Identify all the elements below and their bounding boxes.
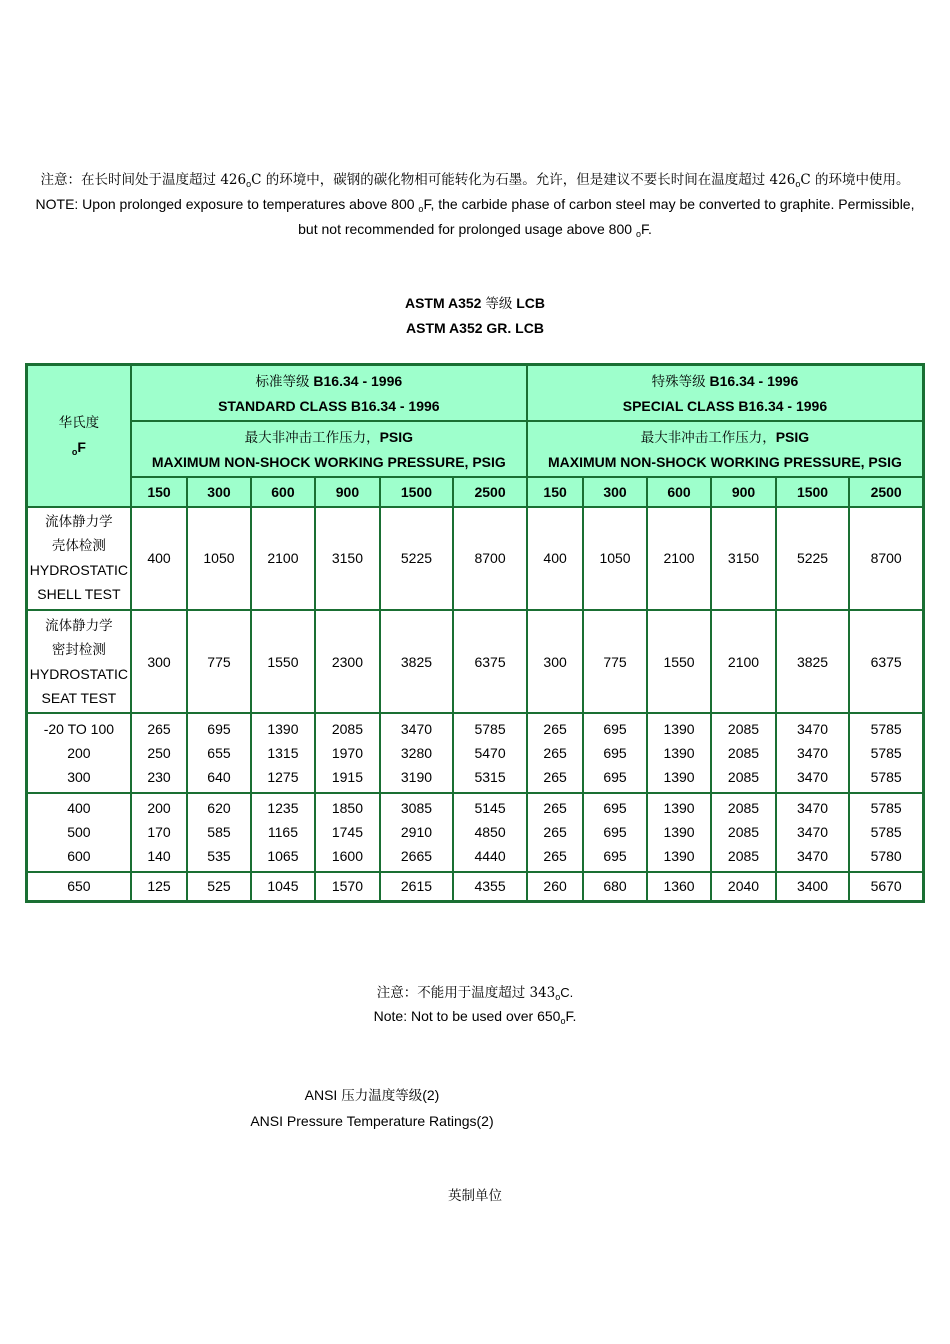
- pressure-cell: 300: [132, 611, 186, 712]
- pressure-cell: 1360: [648, 873, 710, 900]
- pressure-cell: 300: [528, 611, 582, 712]
- pressure-cell: 5785 5785 5785: [850, 714, 922, 791]
- pressure-cell: 775: [188, 611, 249, 712]
- pressure-cell: 525: [188, 873, 249, 900]
- class-number-header: 600: [648, 478, 710, 505]
- pressure-cell: 2100: [712, 611, 774, 712]
- class-number-header: 2500: [850, 478, 922, 505]
- pressure-cell: 4355: [454, 873, 526, 900]
- pressure-cell: 2100: [648, 508, 710, 609]
- class-number-header: 600: [252, 478, 314, 505]
- ansi-heading-en: ANSI Pressure Temperature Ratings(2): [250, 1113, 494, 1129]
- pressure-cell: 1050: [188, 508, 249, 609]
- title-cn: ASTM A352 等级 LCB: [404, 295, 546, 312]
- pressure-cell: 3085 2910 2665: [381, 794, 453, 871]
- pressure-cell: 1235 1165 1065: [252, 794, 314, 871]
- pressure-cell: 2085 1970 1915: [316, 714, 378, 791]
- pressure-cell: 6375: [850, 611, 922, 712]
- shell-test-row: [28, 508, 922, 609]
- pressure-cell: 695 655 640: [188, 714, 249, 791]
- standard-class-header: 标准等级 B16.34 - 1996 STANDARD CLASS B16.34 - 1996: [132, 366, 526, 420]
- pressure-cell: 1390 1390 1390: [648, 794, 710, 871]
- class-number-header: 300: [188, 478, 249, 505]
- header-row-class: [28, 366, 922, 420]
- standard-pressure-header: 最大非冲击工作压力，PSIG MAXIMUM NON-SHOCK WORKING PRESSURE, PSIG: [132, 422, 526, 476]
- pressure-cell: 1570: [316, 873, 378, 900]
- pressure-cell: 5225: [381, 508, 453, 609]
- class-number-header: 900: [316, 478, 378, 505]
- pressure-cell: 265 265 265: [528, 794, 582, 871]
- title-en: ASTM A352 GR. LCB: [406, 320, 544, 336]
- pressure-cell: 1550: [648, 611, 710, 712]
- pressure-cell: 680: [584, 873, 645, 900]
- class-number-header: 150: [132, 478, 186, 505]
- pressure-cell: 2100: [252, 508, 314, 609]
- temperature-cell: 400 500 600: [28, 794, 130, 871]
- pressure-cell: 3470 3470 3470: [777, 794, 849, 871]
- class-number-header: 300: [584, 478, 645, 505]
- pressure-cell: 775: [584, 611, 645, 712]
- pressure-cell: 2085 2085 2085: [712, 714, 774, 791]
- pressure-cell: 3825: [777, 611, 849, 712]
- pressure-cell: 3150: [712, 508, 774, 609]
- pressure-cell: 5225: [777, 508, 849, 609]
- note-top-en-line1: NOTE: Upon prolonged exposure to temperatures above 800 $_o$F, the carbide phase of carbon steel may be converted to graphite. Permissible,: [35, 196, 915, 214]
- temperature-group-row: [28, 873, 922, 900]
- seat-test-row: [28, 611, 922, 712]
- pressure-cell: 1045: [252, 873, 314, 900]
- pressure-cell: 1550: [252, 611, 314, 712]
- note-top-cn: 注意：在长时间处于温度超过 $426_oC$ 的环境中，碳钢的碳化物相可能转化为石墨。允许，但是建议不要长时间在温度超过 $426_oC$ 的环境中使用。: [40, 172, 910, 189]
- pressure-cell: 695 695 695: [584, 794, 645, 871]
- shell-test-label: 流体静力学 壳体检测 HYDROSTATIC SHELL TEST: [28, 508, 130, 609]
- class-number-header: 1500: [381, 478, 453, 505]
- pressure-cell: 6375: [454, 611, 526, 712]
- pressure-cell: 620 585 535: [188, 794, 249, 871]
- class-number-header: 2500: [454, 478, 526, 505]
- pressure-cell: 265 265 265: [528, 714, 582, 791]
- temperature-group-row: [28, 794, 922, 871]
- special-class-header: 特殊等级 B16.34 - 1996 SPECIAL CLASS B16.34 - 1996: [528, 366, 922, 420]
- class-number-header: 900: [712, 478, 774, 505]
- pressure-cell: 260: [528, 873, 582, 900]
- imperial-units-label: 英制单位: [448, 1188, 502, 1204]
- header-row-class-numbers: [28, 478, 922, 505]
- pressure-cell: 2300: [316, 611, 378, 712]
- special-pressure-header: 最大非冲击工作压力，PSIG MAXIMUM NON-SHOCK WORKING PRESSURE, PSIG: [528, 422, 922, 476]
- pressure-cell: 1390 1390 1390: [648, 714, 710, 791]
- pressure-cell: 3470 3280 3190: [381, 714, 453, 791]
- note-top-en-line2: but not recommended for prolonged usage above 800 $_o$F.: [298, 221, 652, 239]
- pressure-cell: 5670: [850, 873, 922, 900]
- pressure-cell: 3400: [777, 873, 849, 900]
- pressure-cell: 200 170 140: [132, 794, 186, 871]
- pressure-rating-table: [25, 363, 925, 903]
- temperature-cell: 650: [28, 873, 130, 900]
- pressure-cell: 2615: [381, 873, 453, 900]
- class-number-header: 150: [528, 478, 582, 505]
- pressure-cell: 1850 1745 1600: [316, 794, 378, 871]
- note-bottom-cn: 注意：不能用于温度超过 $343_oC$.: [376, 985, 574, 1002]
- pressure-cell: 125: [132, 873, 186, 900]
- pressure-cell: 3825: [381, 611, 453, 712]
- pressure-cell: 5145 4850 4440: [454, 794, 526, 871]
- pressure-cell: 400: [528, 508, 582, 609]
- pressure-cell: 8700: [850, 508, 922, 609]
- seat-test-label: 流体静力学 密封检测 HYDROSTATIC SEAT TEST: [28, 611, 130, 712]
- header-row-pressure: [28, 422, 922, 476]
- pressure-cell: 5785 5470 5315: [454, 714, 526, 791]
- temperature-cell: -20 TO 100 200 300: [28, 714, 130, 791]
- pressure-cell: 1050: [584, 508, 645, 609]
- pressure-cell: 3150: [316, 508, 378, 609]
- temperature-group-row: [28, 714, 922, 791]
- pressure-cell: 5785 5785 5780: [850, 794, 922, 871]
- note-bottom-en: Note: Not to be used over $650_oF$.: [373, 1008, 577, 1026]
- pressure-cell: 3470 3470 3470: [777, 714, 849, 791]
- pressure-cell: 1390 1315 1275: [252, 714, 314, 791]
- pressure-cell: 265 250 230: [132, 714, 186, 791]
- pressure-cell: 400: [132, 508, 186, 609]
- ansi-heading-cn: ANSI 压力温度等级(2): [304, 1087, 440, 1104]
- class-number-header: 1500: [777, 478, 849, 505]
- pressure-cell: 2040: [712, 873, 774, 900]
- pressure-cell: 695 695 695: [584, 714, 645, 791]
- pressure-cell: 2085 2085 2085: [712, 794, 774, 871]
- temp-header: 华氏度 $_o$F: [28, 366, 130, 506]
- pressure-cell: 8700: [454, 508, 526, 609]
